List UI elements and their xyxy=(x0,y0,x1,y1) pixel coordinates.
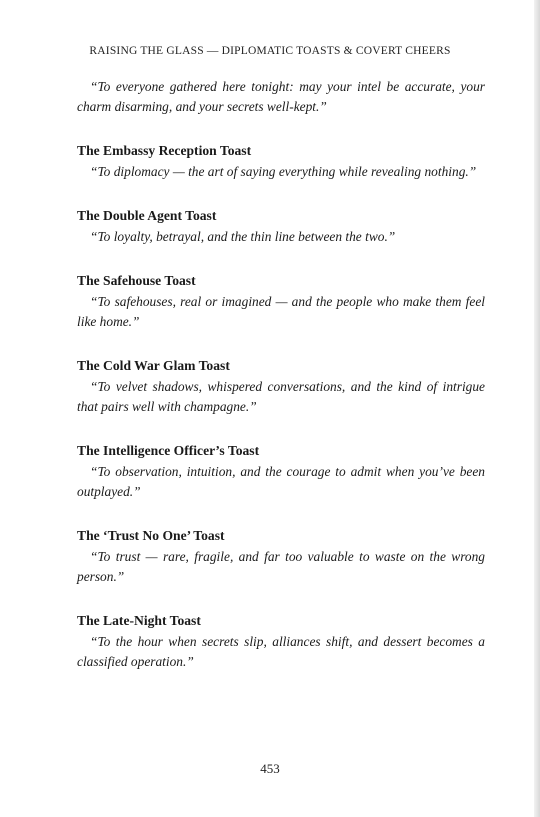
toast-quote: “To trust — rare, fragile, and far too valuable to waste on the wrong person.” xyxy=(77,549,485,584)
toast-heading: The Double Agent Toast xyxy=(77,208,217,223)
toast-heading: The Cold War Glam Toast xyxy=(77,358,230,373)
toast-quote: “To the hour when secrets slip, alliances shift, and dessert becomes a classified operation.” xyxy=(77,634,485,669)
page-edge-shadow xyxy=(534,0,540,817)
toast-entry xyxy=(77,612,485,672)
toast-quote: “To loyalty, betrayal, and the thin line between the two.” xyxy=(90,229,396,244)
toast-quote: “To diplomacy — the art of saying everything while revealing nothing.” xyxy=(90,164,477,179)
toast-quote: “To observation, intuition, and the courage to admit when you’ve been outplayed.” xyxy=(77,464,485,499)
toast-entry xyxy=(77,357,485,417)
running-header: RAISING THE GLASS — DIPLOMATIC TOASTS & COVERT CHEERS xyxy=(89,45,451,57)
toast-heading: The Late-Night Toast xyxy=(77,613,201,628)
toast-entry xyxy=(77,272,485,332)
page-body xyxy=(77,77,485,697)
page-number: 453 xyxy=(260,761,280,776)
toast-heading: The ‘Trust No One’ Toast xyxy=(77,528,225,543)
toast-entry xyxy=(77,207,485,247)
intro-quote: “To everyone gathered here tonight: may your intel be accurate, your charm disarming, and your secrets well-kept.” xyxy=(77,79,485,114)
toast-quote: “To safehouses, real or imagined — and the people who make them feel like home.” xyxy=(77,294,485,329)
toast-heading: The Embassy Reception Toast xyxy=(77,143,252,158)
toast-entry xyxy=(77,527,485,587)
toast-heading: The Safehouse Toast xyxy=(77,273,196,288)
toast-quote: “To velvet shadows, whispered conversations, and the kind of intrigue that pairs well with champagne.” xyxy=(77,379,485,414)
toast-entry xyxy=(77,442,485,502)
toast-heading: The Intelligence Officer’s Toast xyxy=(77,443,260,458)
toast-entry xyxy=(77,142,485,182)
